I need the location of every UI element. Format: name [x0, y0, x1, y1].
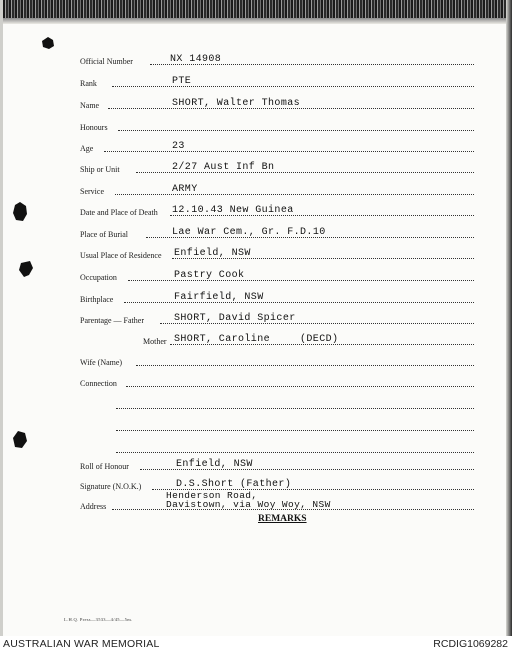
- row-residence: [0, 244, 512, 264]
- value-age: 23: [172, 141, 185, 152]
- row-ship-or-unit: [0, 158, 512, 178]
- label-father: Parentage — Father: [80, 316, 144, 325]
- value-roll-of-honour: Enfield, NSW: [176, 459, 253, 470]
- value-service: ARMY: [172, 184, 198, 195]
- label-death: Date and Place of Death: [80, 208, 158, 217]
- scan-top-shadow: [0, 18, 512, 24]
- label-occupation: Occupation: [80, 273, 117, 282]
- label-signature: Signature (N.O.K.): [80, 482, 142, 491]
- row-occupation: [0, 266, 512, 286]
- label-connection: Connection: [80, 379, 117, 388]
- label-birthplace: Birthplace: [80, 295, 114, 304]
- row-age: [0, 137, 512, 157]
- label-name: Name: [80, 101, 100, 110]
- row-connection: [0, 372, 512, 392]
- punch-hole-icon: [41, 36, 55, 50]
- row-service: [0, 180, 512, 200]
- value-birthplace: Fairfield, NSW: [174, 292, 264, 303]
- row-death: [0, 201, 512, 221]
- archive-footer: [0, 637, 512, 654]
- label-roll-of-honour: Roll of Honour: [80, 462, 129, 471]
- row-wife: [0, 351, 512, 371]
- row-burial: [0, 223, 512, 243]
- footer-institution: AUSTRALIAN WAR MEMORIAL: [3, 638, 160, 650]
- label-ship-or-unit: Ship or Unit: [80, 165, 120, 174]
- label-age: Age: [80, 144, 94, 153]
- value-mother: SHORT, Caroline: [174, 334, 271, 345]
- row-name: [0, 94, 512, 114]
- row-roll-of-honour: [0, 455, 512, 475]
- value-mother-note: (DECD): [300, 334, 339, 345]
- label-residence: Usual Place of Residence: [80, 251, 162, 260]
- remarks-heading: REMARKS: [258, 514, 307, 524]
- connection-line: [0, 394, 512, 414]
- value-official-number: NX 14908: [170, 54, 222, 65]
- footer-record-id: RCDIG1069282: [433, 638, 508, 650]
- row-official-number: [0, 50, 512, 70]
- label-burial: Place of Burial: [80, 230, 128, 239]
- value-burial: Lae War Cem., Gr. F.D.10: [172, 227, 326, 238]
- value-residence: Enfield, NSW: [174, 248, 251, 259]
- label-service: Service: [80, 187, 104, 196]
- label-rank: Rank: [80, 79, 97, 88]
- value-father: SHORT, David Spicer: [174, 313, 296, 324]
- row-rank: [0, 72, 512, 92]
- connection-line: [0, 416, 512, 436]
- value-address-line1: Henderson Road,: [166, 490, 258, 501]
- label-honours: Honours: [80, 123, 108, 132]
- form-number: L.H.Q. Press—3533—4/45—5m.: [64, 617, 133, 622]
- scan-top-edge: [0, 0, 512, 18]
- row-honours: [0, 116, 512, 136]
- value-name: SHORT, Walter Thomas: [172, 98, 301, 109]
- value-death: 12.10.43 New Guinea: [172, 205, 294, 216]
- label-wife: Wife (Name): [80, 358, 123, 367]
- row-father: [0, 309, 512, 329]
- value-occupation: Pastry Cook: [174, 270, 245, 281]
- row-birthplace: [0, 288, 512, 308]
- label-address: Address: [80, 502, 107, 511]
- value-rank: PTE: [172, 76, 192, 87]
- value-signature: D.S.Short (Father): [176, 479, 292, 490]
- label-mother: Mother: [143, 337, 167, 346]
- value-address-line2: Davistown, via Woy Woy, NSW: [166, 499, 331, 510]
- label-official-number: Official Number: [80, 57, 133, 66]
- value-ship-or-unit: 2/27 Aust Inf Bn: [172, 162, 275, 173]
- row-mother: [0, 330, 512, 350]
